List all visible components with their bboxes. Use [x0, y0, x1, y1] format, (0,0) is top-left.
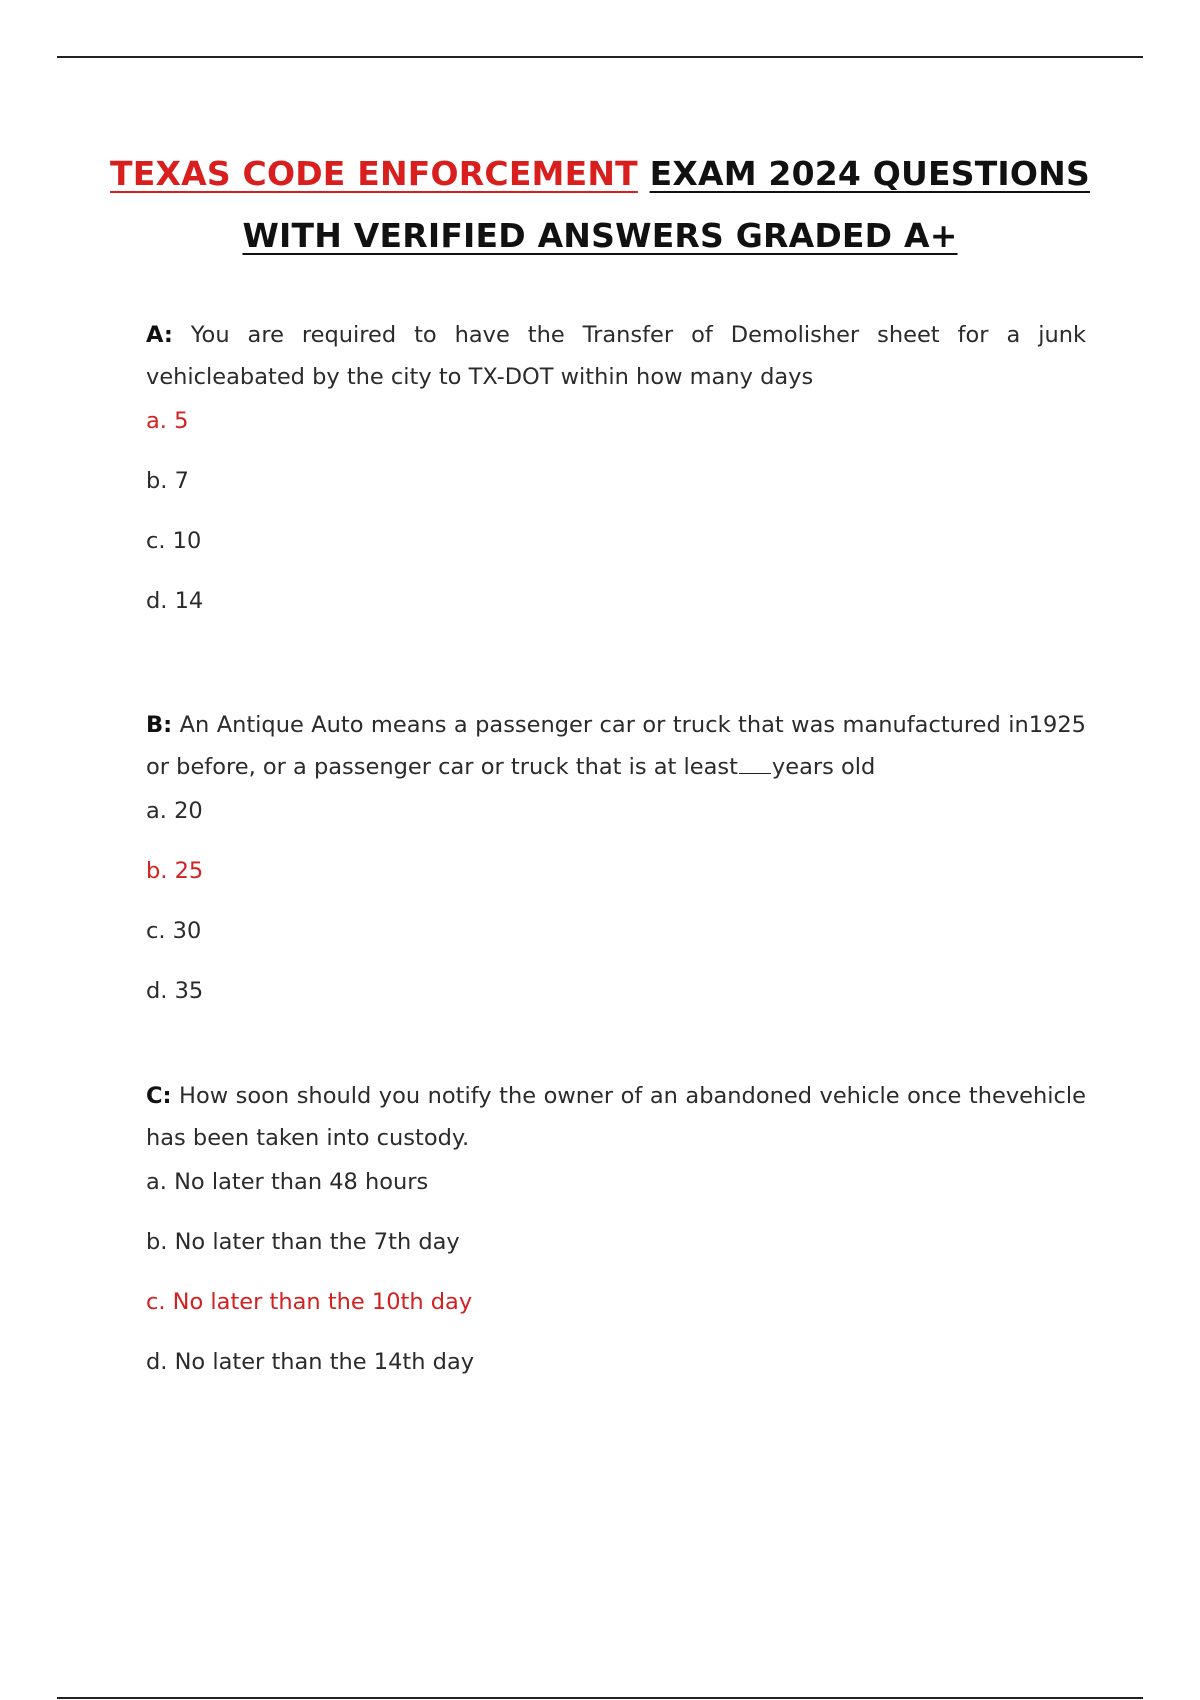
question-a-option-d: d. 14 [146, 588, 204, 614]
question-a-text [146, 314, 1086, 398]
question-b-option-a: a. 20 [146, 798, 203, 824]
question-b-label: B: [146, 712, 173, 738]
question-c-label: C: [146, 1083, 172, 1109]
page-title-line-2 [0, 216, 1200, 255]
question-a-body: You are required to have the Transfer of Demolisher sheet for a junk vehicleabated by the city to TX-DOT within how many days [146, 322, 1086, 390]
question-c-option-c: c. No later than the 10th day [146, 1289, 473, 1315]
question-a-label: A: [146, 322, 173, 348]
title-line-2-text: WITH VERIFIED ANSWERS GRADED A+ [242, 216, 958, 255]
question-c-text [146, 1075, 1086, 1159]
question-b-option-d: d. 35 [146, 978, 204, 1004]
question-b-option-c: c. 30 [146, 918, 202, 944]
question-b-body-before: An Antique Auto means a passenger car or truck that was manufactured in1925 or before, or a passenger car or truck that is at least [146, 712, 1087, 780]
footer-rule [57, 1697, 1143, 1699]
question-a [146, 314, 1086, 616]
page-title-line-1 [0, 154, 1200, 193]
question-c [146, 1075, 1086, 1377]
question-c-body: How soon should you notify the owner of an abandoned vehicle once thevehicle has been taken into custody. [146, 1083, 1086, 1151]
question-b-blank [739, 753, 771, 774]
header-rule [57, 56, 1143, 58]
question-c-option-b: b. No later than the 7th day [146, 1229, 460, 1255]
title-red-part: TEXAS CODE ENFORCEMENT [110, 154, 638, 193]
title-black-part: EXAM 2024 QUESTIONS [649, 154, 1090, 193]
question-c-option-d: d. No later than the 14th day [146, 1349, 475, 1375]
question-a-option-a: a. 5 [146, 408, 189, 434]
question-b [146, 704, 1086, 1006]
question-a-option-c: c. 10 [146, 528, 202, 554]
question-b-option-b: b. 25 [146, 858, 204, 884]
question-c-option-a: a. No later than 48 hours [146, 1169, 429, 1195]
question-b-body-after: years old [771, 754, 876, 780]
question-b-text [146, 704, 1086, 788]
question-a-option-b: b. 7 [146, 468, 189, 494]
